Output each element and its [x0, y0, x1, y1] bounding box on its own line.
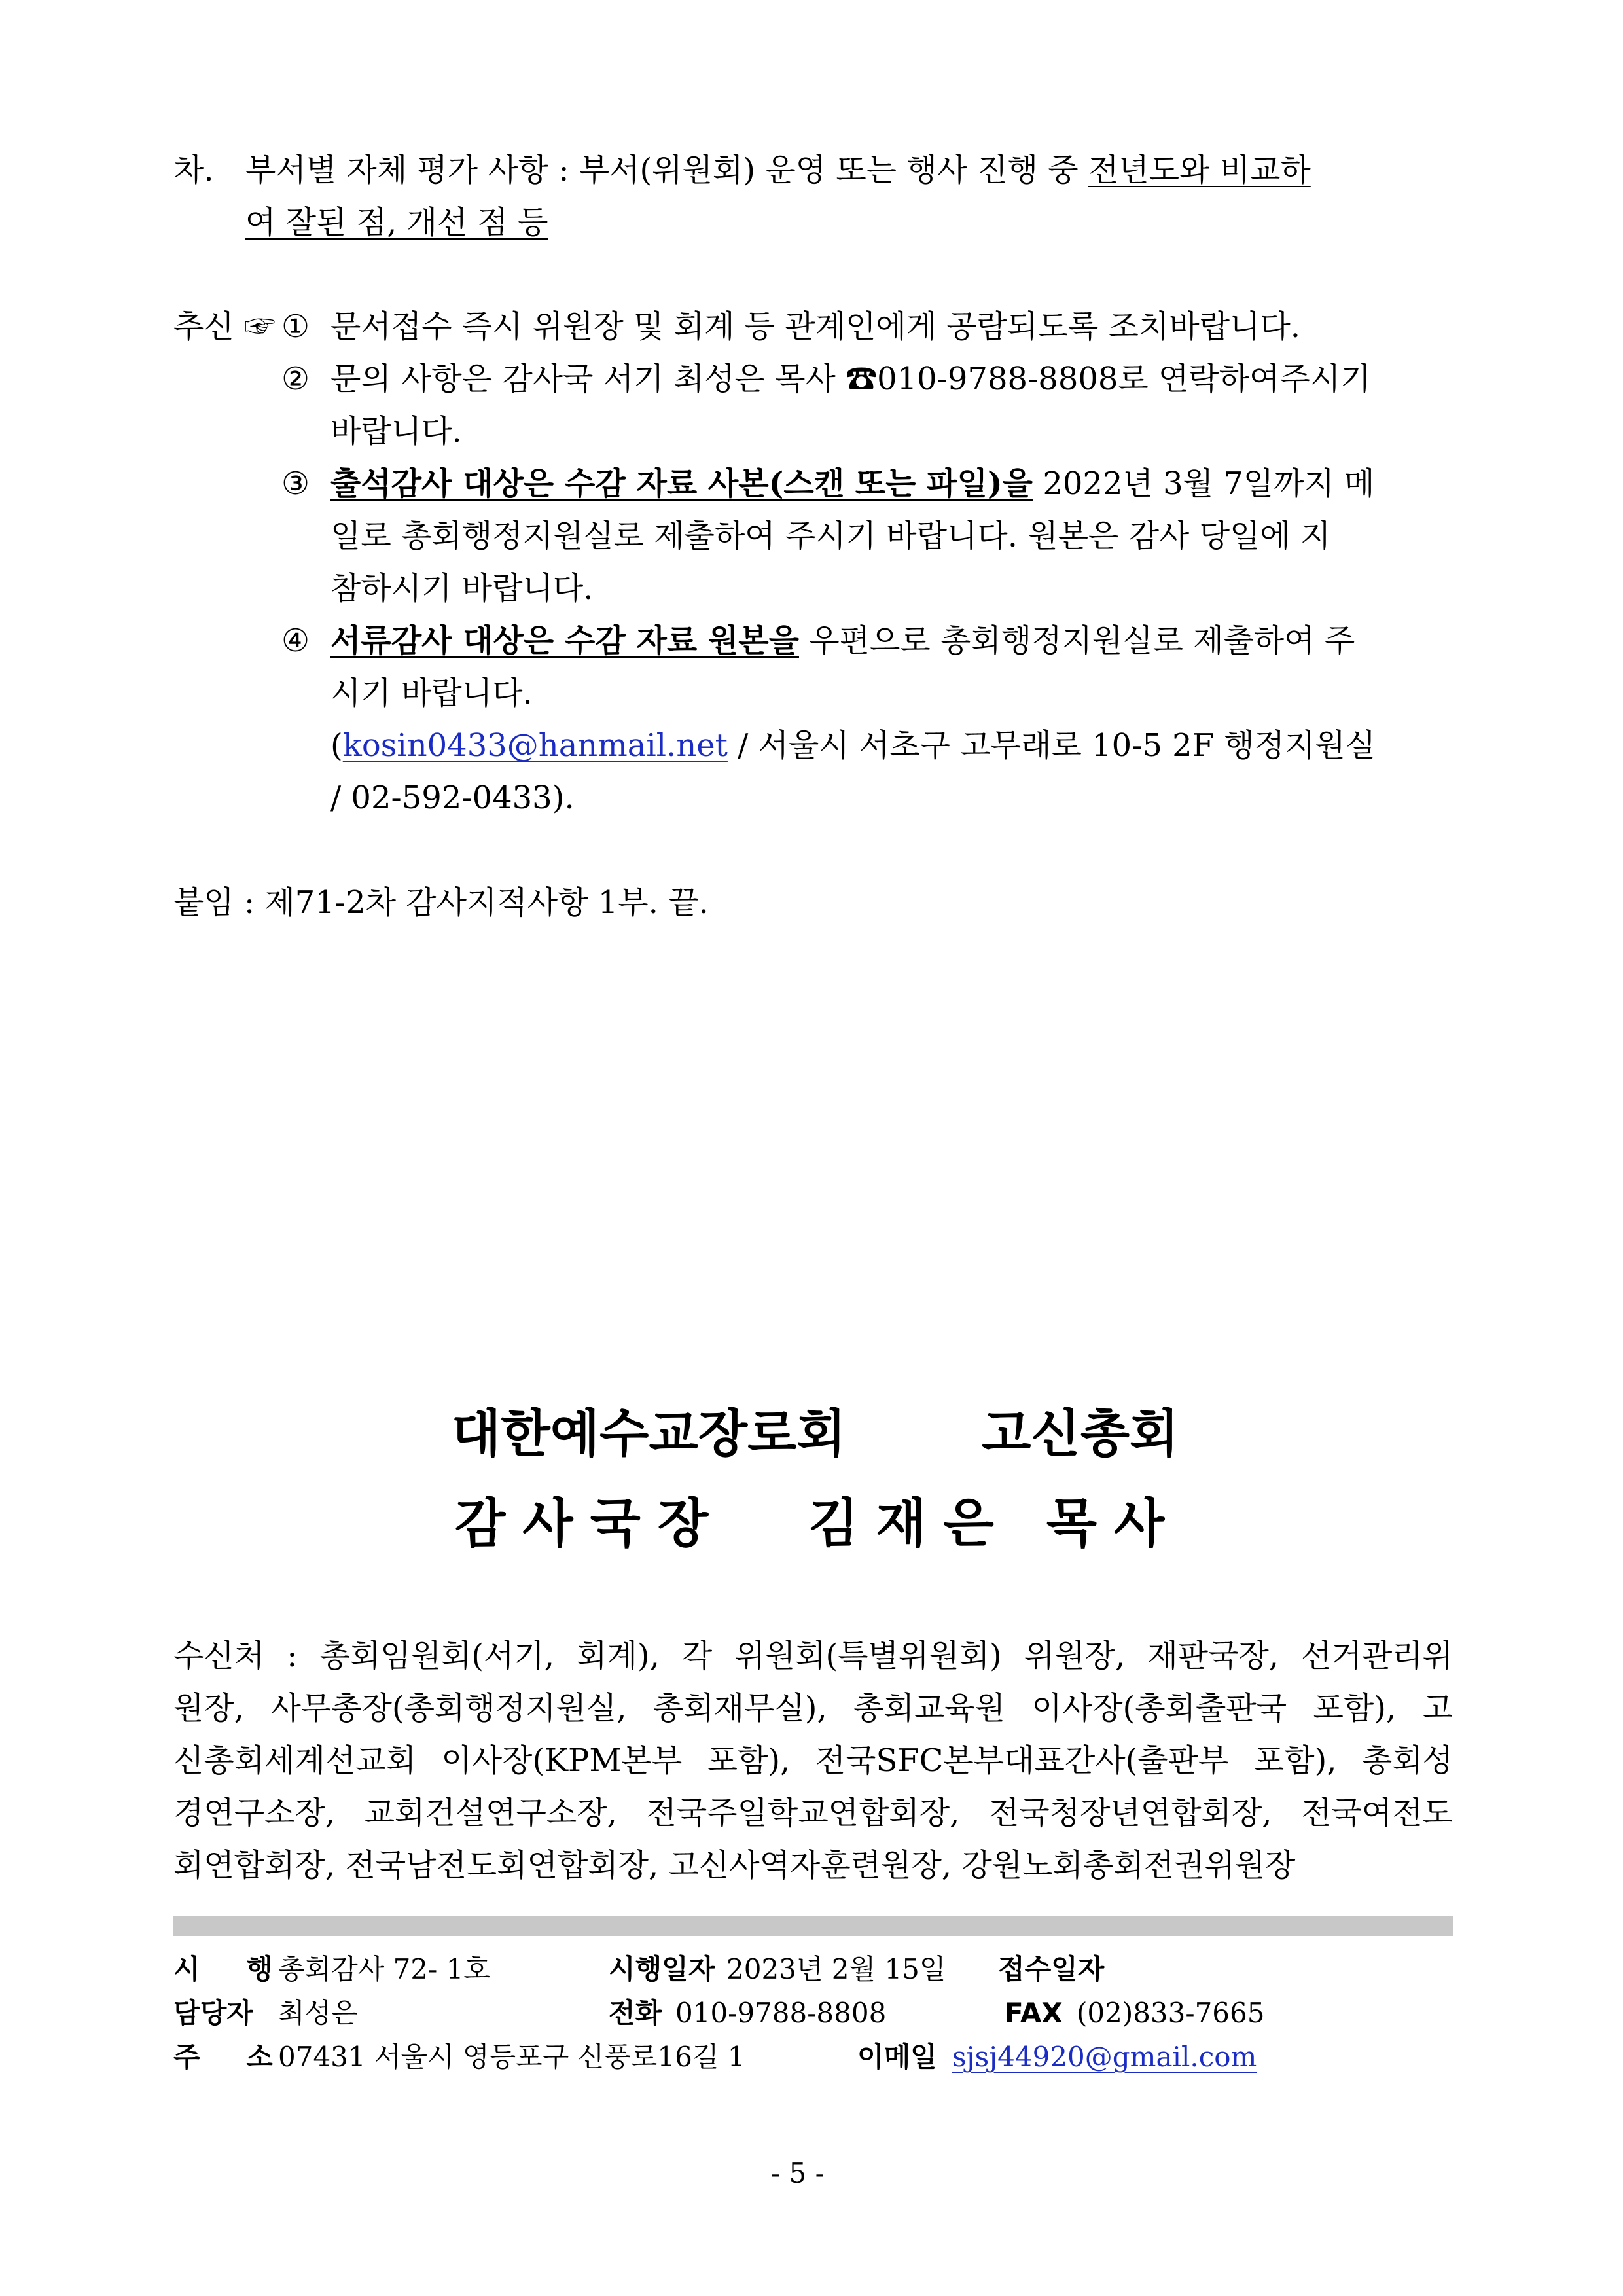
- postscript-num-1: ①: [281, 308, 310, 345]
- postscript-text-3-end: 참하시기 바랍니다.: [330, 570, 594, 607]
- footer-label-receipt-date: 접수일자: [998, 1953, 1105, 1985]
- footer-value-fax: (02)833-7665: [1077, 1997, 1265, 2029]
- postscript-bold-3: 출석감사 대상은 수감 자료 사본(스캔 또는 파일)을: [330, 465, 1033, 502]
- email-link[interactable]: kosin0433@hanmail.net: [342, 727, 728, 764]
- postscript-text-3: 2022년 3월 7일까지 메: [1033, 465, 1375, 502]
- footer-label-address: 주 소: [173, 2041, 291, 2073]
- footer-value-address: 07431 서울시 영등포구 신풍로16길 1: [278, 2041, 745, 2073]
- recipients-line: 회연합회장, 전국남전도회연합회장, 고신사역자훈련원장, 강원노회총회전권위원장: [173, 1847, 1296, 1884]
- postscript-label: 추신 ☞: [173, 308, 276, 345]
- footer-value-issue: 총회감사 72- 1호: [278, 1953, 490, 1985]
- postscript-text-1: 문서접수 즉시 위원장 및 회계 등 관계인에게 공람되도록 조치바랍니다.: [330, 308, 1300, 345]
- section-underlined-text-cont: 여 잘된 점, 개선 점 등: [245, 204, 548, 241]
- footer-label-phone: 전화: [609, 1997, 662, 2029]
- footer-label-issue-date: 시행일자: [609, 1953, 715, 1985]
- org-name-left: 대한예수교장로회: [452, 1405, 846, 1463]
- page-number: - 5 -: [771, 2157, 825, 2189]
- recipients-line: 수신처 : 총회임원회(서기, 회계), 각 위원회(특별위원회) 위원장, 재판국장, 선거관리위: [173, 1638, 1453, 1674]
- section-text: 부서별 자체 평가 사항 : 부서(위원회) 운영 또는 행사 진행 중: [245, 152, 1088, 188]
- org-name-right: 고신총회: [982, 1405, 1179, 1463]
- postscript-text-4-end: / 02-592-0433).: [330, 780, 575, 816]
- footer-email-link[interactable]: sjsj44920@gmail.com: [952, 2041, 1257, 2073]
- recipients-line: 경연구소장, 교회건설연구소장, 전국주일학교연합회장, 전국청장년연합회장, 전국여전도: [173, 1795, 1453, 1831]
- postscript-text-2: 문의 사항은 감사국 서기 최성은 목사 ☎010-9788-8808로 연락하여주시기: [330, 361, 1371, 397]
- attachment-note: 붙임 : 제71-2차 감사지적사항 1부. 끝.: [173, 884, 709, 921]
- recipients-line: 신총회세계선교회 이사장(KPM본부 포함), 전국SFC본부대표간사(출판부 포함), 총회성: [173, 1742, 1453, 1779]
- paren-open: (: [330, 727, 343, 764]
- postscript-num-3: ③: [281, 465, 310, 502]
- section-underlined-text: 전년도와 비교하: [1088, 152, 1311, 188]
- postscript-text-2-cont: 바랍니다.: [330, 413, 462, 450]
- postscript-text-4-cont: 시기 바랍니다.: [330, 675, 533, 711]
- section-marker: 차.: [173, 152, 214, 188]
- postscript-num-2: ②: [281, 361, 310, 397]
- footer-value-phone: 010-9788-8808: [675, 1997, 887, 2029]
- postscript-text-4: 우편으로 총회행정지원실로 제출하여 주: [799, 622, 1355, 659]
- footer-label-email: 이메일: [857, 2041, 937, 2073]
- footer-divider: [173, 1916, 1453, 1936]
- footer-label-fax: FAX: [1005, 1997, 1063, 2029]
- footer-label-issue: 시 행: [173, 1953, 291, 1985]
- footer-value-issue-date: 2023년 2월 15일: [726, 1953, 946, 1985]
- recipients-line: 원장, 사무총장(총회행정지원실, 총회재무실), 총회교육원 이사장(총회출판국 포함), 고: [173, 1690, 1453, 1727]
- postscript-text-3-cont: 일로 총회행정지원실로 제출하여 주시기 바랍니다. 원본은 감사 당일에 지: [330, 518, 1331, 554]
- footer-value-manager: 최성은: [278, 1997, 358, 2029]
- footer-label-manager: 담당자: [173, 1997, 253, 2029]
- official-name: 김재은 목사: [808, 1493, 1182, 1554]
- postscript-num-4: ④: [281, 622, 310, 659]
- official-title: 감사국장: [455, 1493, 726, 1554]
- address-text: / 서울시 서초구 고무래로 10-5 2F 행정지원실: [727, 727, 1376, 764]
- postscript-bold-4: 서류감사 대상은 수감 자료 원본을: [330, 622, 799, 659]
